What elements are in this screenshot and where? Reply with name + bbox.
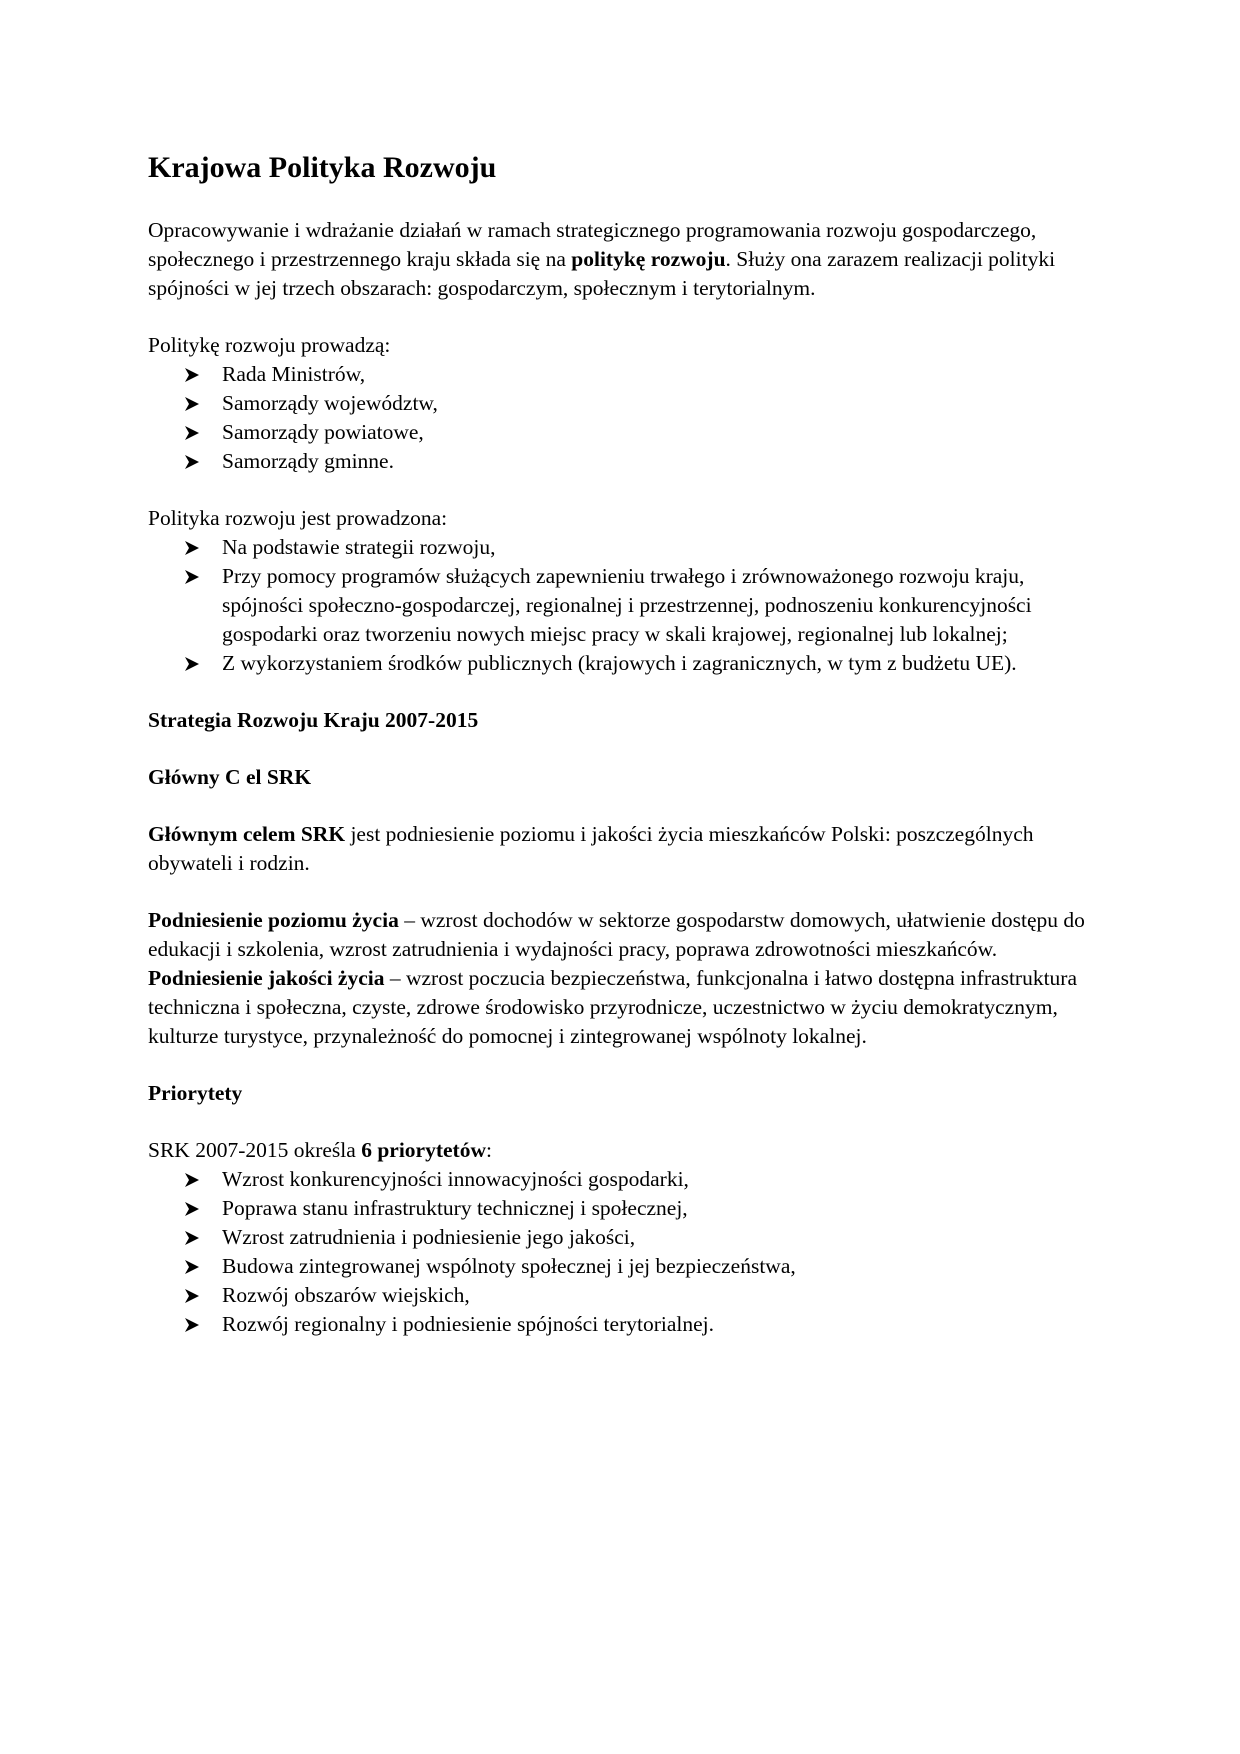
arrowhead-bullet-icon [184,569,200,585]
level-paragraph [148,906,1098,964]
quality-bold: Podniesienie jakości życia [148,966,385,990]
quality-text: – wzrost poczucia bezpieczeństwa, funkcjonalna i łatwo dostępna infrastruktura techniczna i społeczna, czyste, zdrowe środowisko przyrodnicze, uczestnictwo w życiu demokratycznym, kulturze turystyce, przynależność do pomocnej i zintegrowanej wspólnoty lokalnej. [148,966,1077,1048]
list-item [222,1252,1098,1281]
arrowhead-bullet-icon [184,1201,200,1217]
list-item-text: Rozwój regionalny i podniesienie spójności terytorialnej. [222,1312,715,1336]
list-item-text: Poprawa stanu infrastruktury technicznej i społecznej, [222,1196,688,1220]
arrowhead-bullet-icon [184,1317,200,1333]
arrowhead-bullet-icon [184,1288,200,1304]
list-item [222,533,1098,562]
document-title: Krajowa Polityka Rozwoju [148,151,497,184]
arrowhead-bullet-icon [184,425,200,441]
main-goal-text: jest podniesienie poziomu i jakości życia mieszkańców Polski: poszczególnych obywateli i rodzin. [148,822,1034,875]
quality-paragraph [148,964,1098,1051]
priorities-lead-bold: 6 priorytetów [361,1138,486,1162]
list-item [222,1310,1098,1339]
priorities-lead [148,1136,1098,1165]
intro-text-2: . Służy ona zarazem realizacji polityki spójności w jej trzech obszarach: gospodarczym, społecznym i terytorialnym. [148,247,1056,300]
main-goal-paragraph [148,820,1098,878]
arrowhead-bullet-icon [184,1172,200,1188]
list-item-text: Samorządy powiatowe, [222,420,424,444]
priorities-list [148,1165,1098,1339]
list-item-text: Rada Ministrów, [222,362,366,386]
main-goal-bold: Głównym celem SRK [148,822,346,846]
arrowhead-bullet-icon [184,367,200,383]
list-item [222,1223,1098,1252]
list-item [222,389,1098,418]
list-item [222,418,1098,447]
list-item [222,649,1098,678]
list-item-text: Samorządy gminne. [222,449,394,473]
list-item-text: Budowa zintegrowanej wspólnoty społecznej i jej bezpieczeństwa, [222,1254,796,1278]
priorities-heading: Priorytety [148,1081,243,1105]
intro-bold: politykę rozwoju [571,247,726,271]
main-goal-heading: Główny C el SRK [148,765,312,789]
document-page [148,148,1098,1367]
list-item-text: Wzrost zatrudnienia i podniesienie jego jakości, [222,1225,636,1249]
arrowhead-bullet-icon [184,396,200,412]
list-item [222,1194,1098,1223]
list-item [222,447,1098,476]
conducted-by-list [148,360,1098,476]
list-item-text: Przy pomocy programów służących zapewnieniu trwałego i zrównoważonego rozwoju kraju, spójności społeczno-gospodarczej, regionalnej i przestrzennej, podnoszeniu konkurencyjności gospodarki oraz tworzeniu nowych miejsc pracy w skali krajowej, regionalnej lub lokalnej; [222,564,1032,646]
conducted-how-list [148,533,1098,678]
intro-text-1: Opracowywanie i wdrażanie działań w ramach strategicznego programowania rozwoju gospodarczego, społecznego i przestrzennego kraju składa się na [148,218,1037,271]
arrowhead-bullet-icon [184,656,200,672]
arrowhead-bullet-icon [184,454,200,470]
arrowhead-bullet-icon [184,1259,200,1275]
arrowhead-bullet-icon [184,540,200,556]
list-item [222,1281,1098,1310]
list-item [222,360,1098,389]
list-item-text: Rozwój obszarów wiejskich, [222,1283,470,1307]
priorities-lead-text-2: : [485,1138,492,1162]
list-item-text: Wzrost konkurencyjności innowacyjności gospodarki, [222,1167,689,1191]
list-item-text: Na podstawie strategii rozwoju, [222,535,496,559]
srk-heading: Strategia Rozwoju Kraju 2007-2015 [148,708,479,732]
priorities-lead-text-1: SRK 2007-2015 określa [148,1138,362,1162]
list-item [222,562,1098,649]
list-item-text: Samorządy województw, [222,391,438,415]
arrowhead-bullet-icon [184,1230,200,1246]
list-item-text: Z wykorzystaniem środków publicznych (krajowych i zagranicznych, w tym z budżetu UE). [222,651,1017,675]
level-text: – wzrost dochodów w sektorze gospodarstw domowych, ułatwienie dostępu do edukacji i szkolenia, wzrost zatrudnienia i wydajności pracy, poprawa zdrowotności mieszkańców. [148,908,1085,961]
level-bold: Podniesienie poziomu życia [148,908,399,932]
list-item [222,1165,1098,1194]
intro-paragraph [148,216,1098,303]
conducted-how-lead: Polityka rozwoju jest prowadzona: [148,506,448,530]
conducted-by-lead: Politykę rozwoju prowadzą: [148,333,391,357]
